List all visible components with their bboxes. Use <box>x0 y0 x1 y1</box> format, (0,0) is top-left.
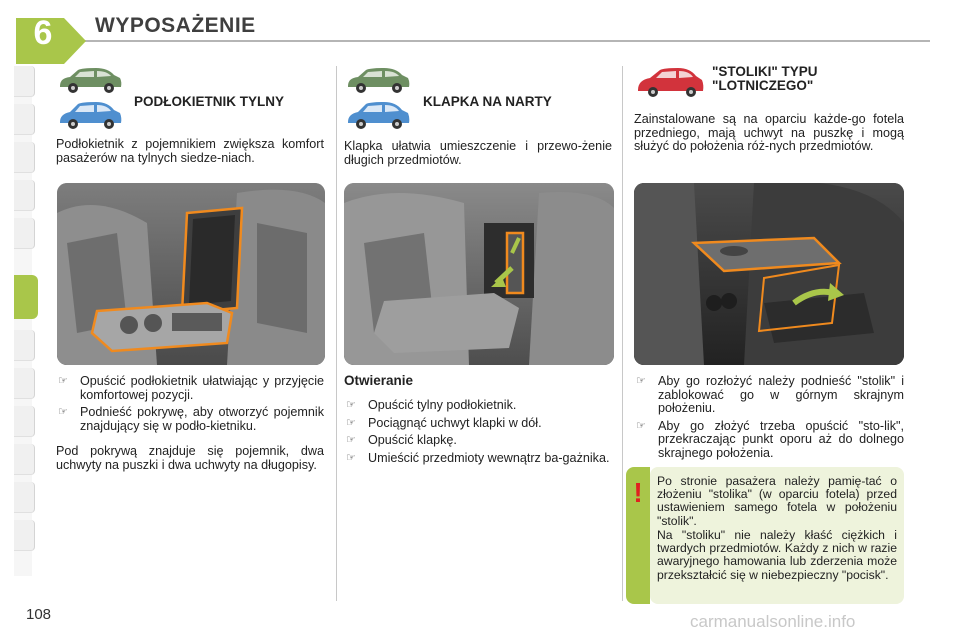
list-item: ☞ Aby go złożyć trzeba opuścić "sto-lik", przekraczając punkt oporu aż do dolnego skrajnego położenia. <box>636 418 904 460</box>
car-blue-icon <box>344 100 412 132</box>
chapter-tab-6-active[interactable] <box>14 275 38 319</box>
chapter-tab-8[interactable] <box>14 368 35 399</box>
armrest-steps <box>56 375 324 437</box>
section-title-tables-line1: "STOLIKI" TYPU <box>712 64 818 79</box>
pointing-hand-icon: ☞ <box>346 399 356 411</box>
pointing-hand-icon: ☞ <box>346 416 356 429</box>
chapter-tab-9[interactable] <box>14 406 35 437</box>
list-item: ☞ Umieścić przedmioty wewnątrz ba-gażnika. <box>346 450 610 465</box>
section-title-ski-hatch: KLAPKA NA NARTY <box>423 94 552 109</box>
chapter-number: 6 <box>33 14 53 52</box>
car-blue-icon <box>56 100 124 132</box>
column-divider-2 <box>622 66 623 601</box>
list-item: ☞ Aby go rozłożyć należy podnieść "stolik" i zablokować go w górnym skrajnym położeniu. <box>636 374 904 415</box>
car-red-icon <box>634 66 706 100</box>
ski-hatch-intro: Klapka ułatwia umieszczenie i przewo-żenie długich przedmiotów. <box>344 139 612 167</box>
pointing-hand-icon: ☞ <box>636 419 646 432</box>
column-divider-1 <box>336 66 337 601</box>
warning-text-1: Po stronie pasażera należy pamię-tać o złożeniu "stolika" (w oparciu fotela) przed ustawieniem samego fotela w położeniu "stolik". <box>657 474 897 528</box>
pointing-hand-icon: ☞ <box>58 375 68 387</box>
chapter-tab-1[interactable] <box>14 66 35 97</box>
chapter-tab-12[interactable] <box>14 520 35 551</box>
list-item: ☞ Podnieść pokrywę, aby otworzyć pojemnik znajdujący się w podło-kietniku. <box>58 405 324 433</box>
car-green-icon <box>56 66 124 96</box>
subsection-title-opening: Otwieranie <box>344 373 414 388</box>
warning-icon: ! <box>633 477 643 508</box>
list-item: ☞ Opuścić klapkę. <box>346 433 457 447</box>
list-item: ☞ Pociągnąć uchwyt klapki w dół. <box>346 415 542 430</box>
pointing-hand-icon: ☞ <box>346 451 356 464</box>
chapter-tab-2[interactable] <box>14 104 35 135</box>
watermark: carmanualsonline.info <box>690 612 856 631</box>
armrest-photo <box>57 183 325 365</box>
car-green-icon <box>344 66 412 96</box>
pointing-hand-icon: ☞ <box>346 434 356 446</box>
page-number: 108 <box>26 606 52 623</box>
chapter-tab-5[interactable] <box>14 218 35 249</box>
section-title-armrest: PODŁOKIETNIK TYLNY <box>134 94 285 109</box>
armrest-outro: Pod pokrywą znajduje się pojemnik, dwa uchwyty na puszki i dwa uchwyty na długopisy. <box>56 444 324 472</box>
pointing-hand-icon: ☞ <box>58 406 68 418</box>
warning-text-2: Na "stoliku" nie należy kłaść ciężkich i twardych przedmiotów. Każdy z nich w razie awaryjnego hamowania lub zderzenia może przekształcić się w niebezpieczny "pocisk". <box>657 528 897 582</box>
list-item: ☞ Opuścić tylny podłokietnik. <box>346 398 517 412</box>
tray-table-photo <box>634 183 904 365</box>
section-title-tables-line2: "LOTNICZEGO" <box>712 78 814 93</box>
header-rule <box>30 40 930 42</box>
list-item: ☞ Opuścić podłokietnik ułatwiając y przyjęcie komfortowej pozycji. <box>58 374 324 402</box>
armrest-intro: Podłokietnik z pojemnikiem zwiększa komfort pasażerów na tylnych siedze-niach. <box>56 137 324 165</box>
pointing-hand-icon: ☞ <box>636 375 646 387</box>
ski-hatch-steps <box>344 399 614 469</box>
tables-intro: Zainstalowane są na oparciu każde-go fotela przedniego, mają uchwyt na puszkę i mogą służyć do położenia róż-nych przedmiotów. <box>634 112 904 153</box>
chapter-tab-11[interactable] <box>14 482 35 513</box>
chapter-tab-3[interactable] <box>14 142 35 173</box>
chapter-tab-7[interactable] <box>14 330 35 361</box>
chapter-tab-10[interactable] <box>14 444 35 475</box>
tables-steps <box>634 375 904 464</box>
chapter-tab-4[interactable] <box>14 180 35 211</box>
ski-hatch-photo <box>344 183 614 365</box>
page-title: WYPOSAŻENIE <box>95 14 256 37</box>
